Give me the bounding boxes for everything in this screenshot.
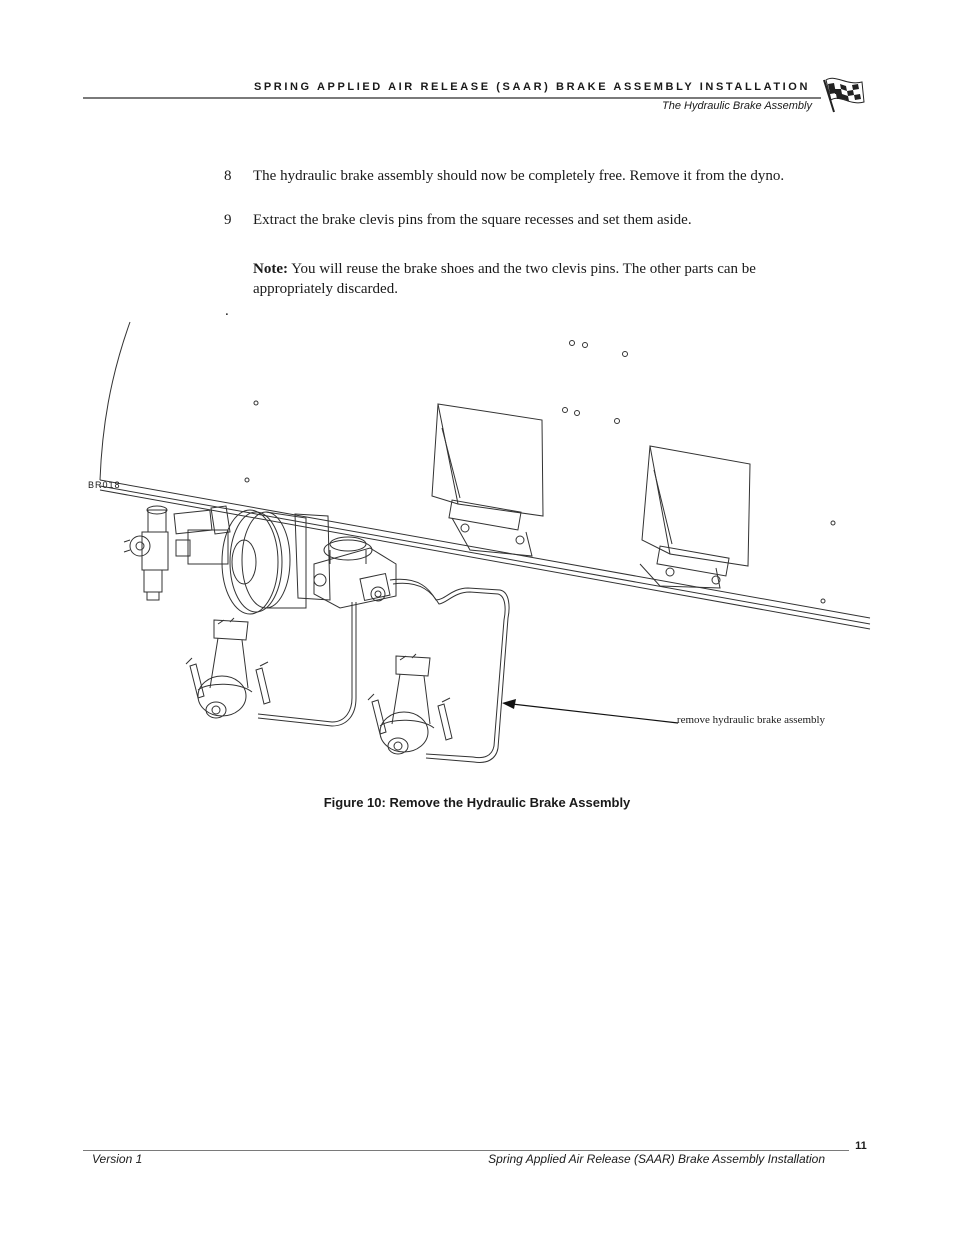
footer-version: Version 1 [92, 1152, 143, 1166]
step-number: 8 [224, 168, 232, 184]
page-number: 11 [855, 1140, 867, 1152]
step-text: Extract the brake clevis pins from the square recesses and set them aside. [253, 212, 692, 228]
figure-caption: Figure 10: Remove the Hydraulic Brake Assembly [323, 795, 631, 810]
checkered-flag-icon [822, 76, 866, 114]
header-subtitle: The Hydraulic Brake Assembly [662, 100, 812, 112]
header-rule [83, 97, 821, 99]
footer-rule [83, 1150, 849, 1151]
footer-document-title: Spring Applied Air Release (SAAR) Brake Assembly Installation [488, 1152, 825, 1166]
drawing-id-label: BR018 [88, 480, 121, 490]
header-title: SPRING APPLIED AIR RELEASE (SAAR) BRAKE ASSEMBLY INSTALLATION [253, 81, 810, 93]
step-text: The hydraulic brake assembly should now be completely free. Remove it from the dyno. [253, 168, 785, 184]
note-label: Note: [253, 261, 288, 277]
stray-mark: . [225, 303, 229, 319]
brake-assembly-illustration [80, 318, 874, 774]
step-number: 9 [224, 212, 232, 228]
note-paragraph [253, 259, 819, 299]
note-text: You will reuse the brake shoes and the two clevis pins. The other parts can be appropriately discarded. [253, 261, 756, 297]
callout-label: remove hydraulic brake assembly [676, 714, 826, 726]
